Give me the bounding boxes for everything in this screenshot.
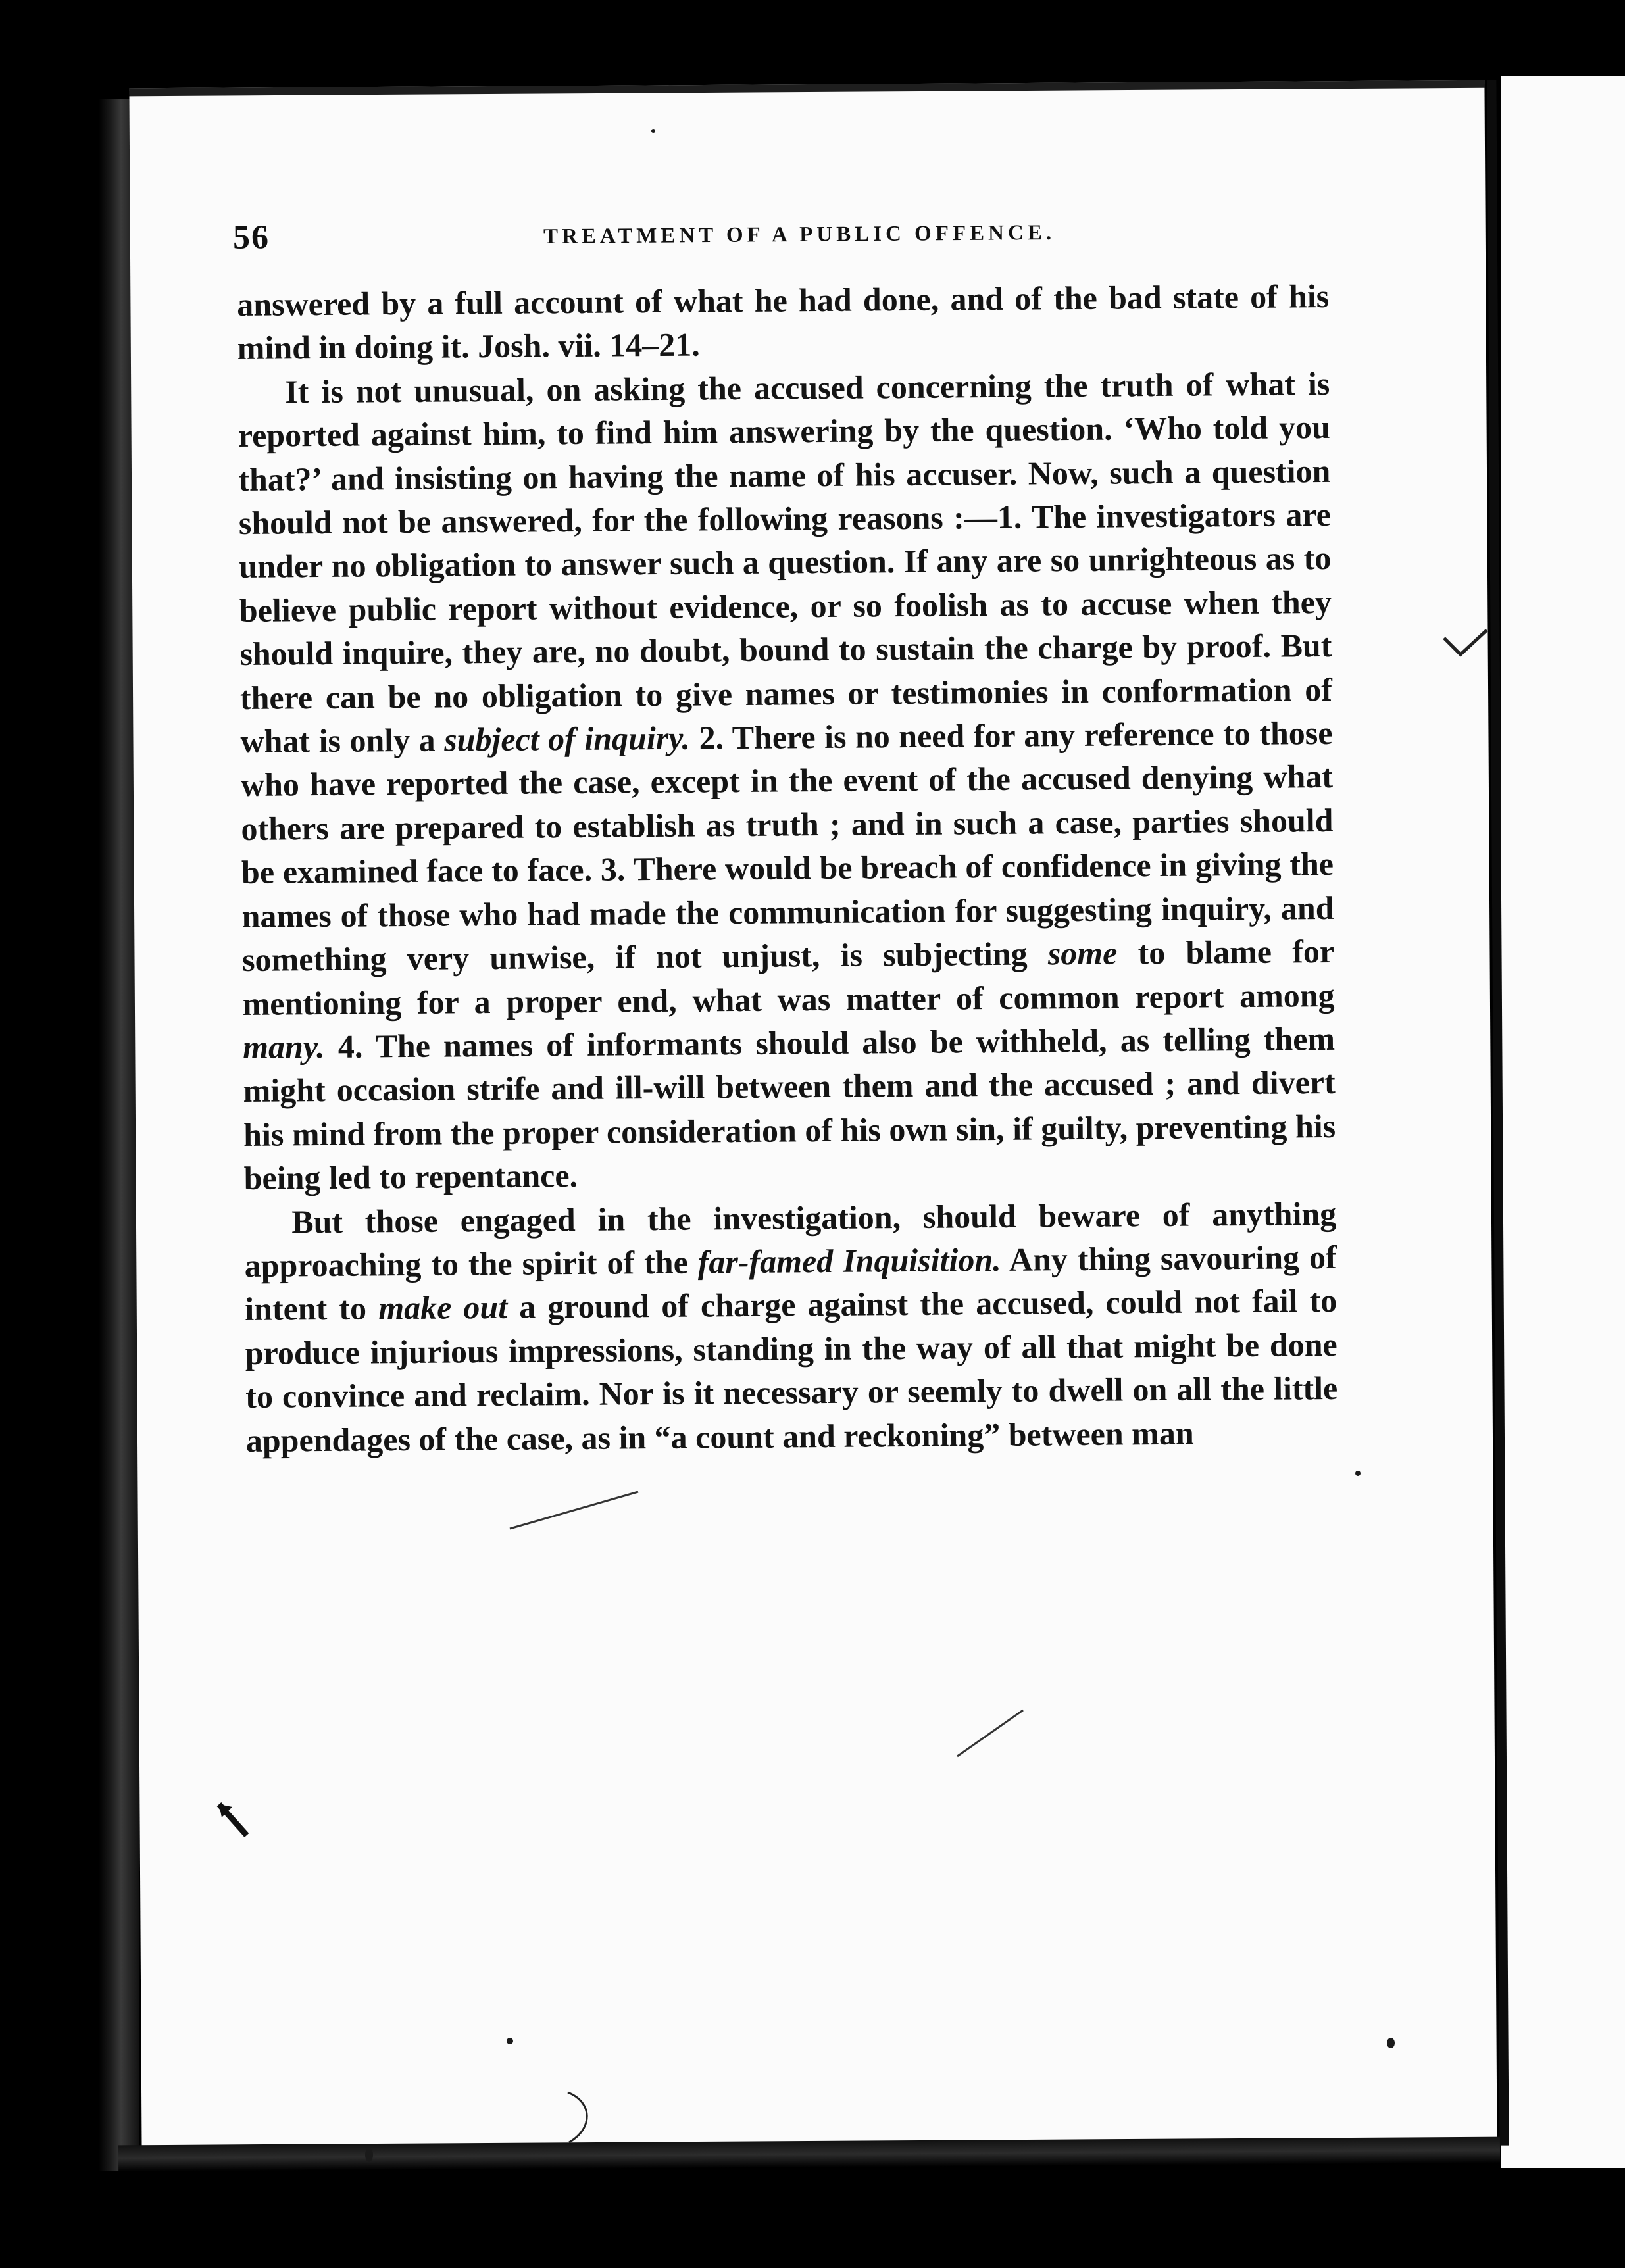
scan-speck	[651, 129, 655, 133]
italic-run: many.	[242, 1027, 325, 1066]
scan-speck	[365, 2148, 373, 2162]
text-run: to blame for mentioning for a proper end, what was matter of common report among	[242, 933, 1335, 1022]
pencil-arrow-mark	[214, 1799, 260, 1845]
top-border	[129, 80, 1484, 97]
pencil-check-mark	[1441, 625, 1493, 664]
running-title: TREATMENT OF A PUBLIC OFFENCE.	[543, 220, 1056, 249]
italic-run: make out	[378, 1289, 508, 1327]
scan-speck	[507, 2038, 513, 2044]
paragraph	[237, 274, 1330, 370]
facing-page-edge	[1501, 76, 1625, 2168]
scan-speck	[1387, 2038, 1395, 2048]
text-run: a ground of charge against the accused, could not fail to produce injurious impressions, standing in the way of all that might be done to convince and reclaim. Nor is it necessary or seemly to dwell on all the little appendages of the case, as in “a count and reckoning” between man	[245, 1282, 1338, 1459]
page-number: 56	[232, 218, 270, 257]
running-head	[233, 209, 1351, 264]
italic-run: some	[1047, 934, 1118, 972]
body-text	[237, 274, 1338, 1462]
text-run: It is not unusual, on asking the accused concerning the truth of what is reported against him, to find him answering by the question. ‘Who told you that?’ and insisting on having the name of his accuser. Now, such a question should not be answered, for the following reasons :—1. The investigators are under no obligation to answer such a question. If any are so unrighteous as to believe public report without evidence, or so foolish as to accuse when they should inquire, they are, no doubt, bound to sustain the charge by proof. But there can be no obligation to give names or testimonies in conformation of what is only a	[238, 364, 1333, 760]
scan-speck	[1355, 1471, 1361, 1476]
text-run: 2. There is no need for any reference to those who have reported the case, except in the event of the accused denying what others are prepared to establish as truth ; and in such a case, parties should be examined face to face. 3. There would be breach of confidence in giving the names of those who had made the communication for suggesting inquiry, and something very unwise, if not unjust, is subjecting	[240, 714, 1334, 979]
italic-run: subject of inquiry.	[443, 719, 691, 758]
pencil-stroke-mark	[507, 1488, 645, 1534]
text-run: Any thing savouring of intent to	[245, 1238, 1337, 1328]
pencil-curve-mark	[562, 2088, 602, 2148]
paragraph	[238, 362, 1336, 1200]
text-run: answered by a full account of what he had done, and of the bad state of his mind in doing it. Josh. vii. 14–21.	[237, 277, 1330, 367]
paragraph	[244, 1191, 1338, 1462]
text-run: But those engaged in the investigation, should beware of anything approaching to the spirit of the	[244, 1195, 1337, 1284]
italic-run: far-famed Inquisition.	[697, 1241, 1001, 1281]
pencil-stroke-mark	[954, 1707, 1026, 1760]
text-run: 4. The names of informants should also be withheld, as telling them might occasion strife and ill-will between them and the accused ; and divert his mind from the proper consideration of his own sin, if guilty, preventing his being led to repentance.	[243, 1020, 1336, 1197]
